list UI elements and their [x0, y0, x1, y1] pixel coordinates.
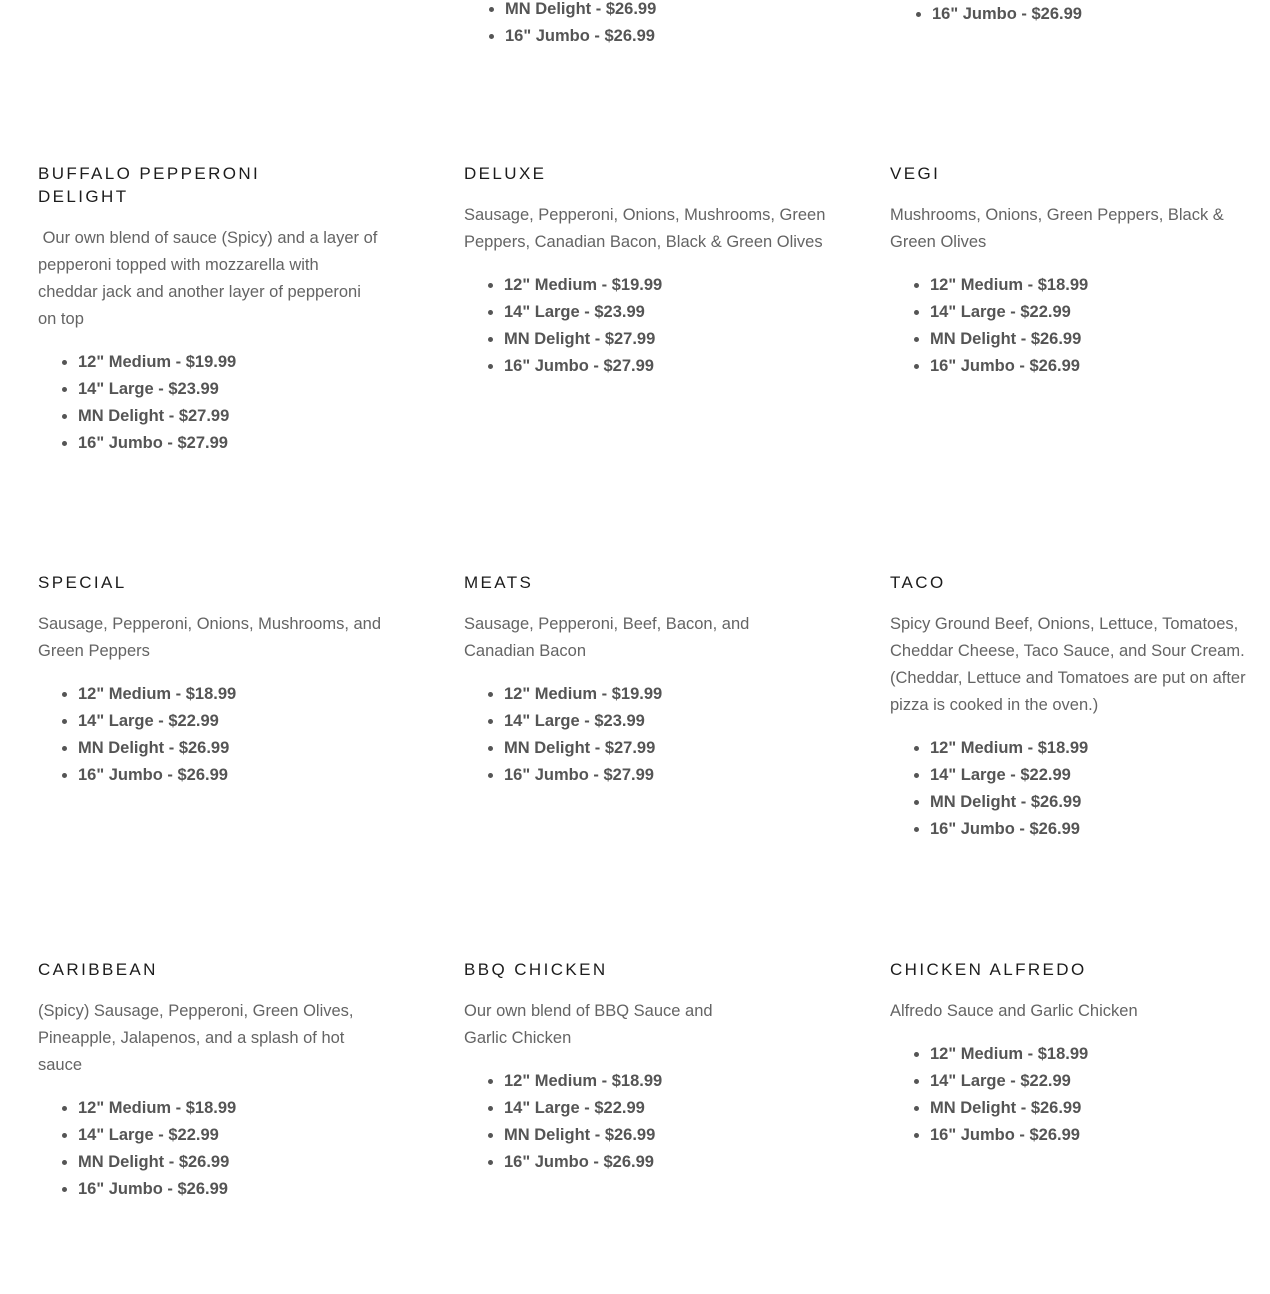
price-item: • 16" Jumbo - $26.99: [505, 23, 656, 50]
menu-row: [38, 958, 1248, 1258]
price-item: • MN Delight - $27.99: [78, 403, 434, 430]
item-description: Sausage, Pepperoni, Beef, Bacon, and Canadian Bacon: [464, 615, 750, 660]
item-title: BUFFALO PEPPERONI DELIGHT: [38, 164, 261, 206]
item-title: SPECIAL: [38, 573, 127, 592]
price-item: • MN Delight - $26.99: [930, 326, 1248, 353]
item-title: CHICKEN ALFREDO: [890, 960, 1087, 979]
price-item: • 14" Large - $22.99: [78, 1122, 434, 1149]
price-item: • MN Delight - $26.99: [78, 1149, 434, 1176]
price-item: • 12" Medium - $19.99: [504, 272, 860, 299]
item-description: Sausage, Pepperoni, Onions, Mushrooms, and Green Peppers: [38, 615, 382, 660]
menu-grid: [38, 162, 1248, 1258]
menu-item-special: [38, 571, 464, 958]
price-item: • 12" Medium - $18.99: [930, 735, 1248, 762]
price-item: • 12" Medium - $18.99: [504, 1068, 860, 1095]
price-item: • 16" Jumbo - $26.99: [932, 1, 1082, 28]
item-title: BBQ CHICKEN: [464, 960, 608, 979]
price-item: • MN Delight - $26.99: [505, 0, 656, 23]
price-item: • MN Delight - $26.99: [504, 1122, 860, 1149]
price-item: • 12" Medium - $18.99: [930, 272, 1248, 299]
price-item: • MN Delight - $26.99: [930, 789, 1248, 816]
menu-item-bbq-chicken: [464, 958, 890, 1258]
item-description: Sausage, Pepperoni, Onions, Mushrooms, Green Peppers, Canadian Bacon, Black & Green Olives: [464, 206, 826, 251]
item-description: Spicy Ground Beef, Onions, Lettuce, Tomatoes, Cheddar Cheese, Taco Sauce, and Sour Cream. (Cheddar, Lettuce and Tomatoes are put on after pizza is cooked in the oven.): [890, 615, 1246, 714]
price-list: [890, 735, 1248, 843]
previous-row-partial: [0, 0, 1270, 60]
price-item: • 14" Large - $23.99: [504, 708, 860, 735]
price-list: [38, 681, 434, 789]
item-description: Our own blend of BBQ Sauce and Garlic Chicken: [464, 1002, 713, 1047]
item-title: TACO: [890, 573, 946, 592]
price-list: [38, 1095, 434, 1203]
item-title: VEGI: [890, 164, 941, 183]
price-item: • 14" Large - $22.99: [930, 1068, 1248, 1095]
price-item: • 16" Jumbo - $26.99: [78, 762, 434, 789]
price-item: • 16" Jumbo - $27.99: [78, 430, 434, 457]
price-list: [464, 681, 860, 789]
price-item: • 12" Medium - $19.99: [504, 681, 860, 708]
price-item: • 16" Jumbo - $26.99: [504, 1149, 860, 1176]
price-item: • 16" Jumbo - $26.99: [78, 1176, 434, 1203]
price-item: • MN Delight - $26.99: [78, 735, 434, 762]
price-item: • 14" Large - $22.99: [930, 762, 1248, 789]
price-list: [890, 1041, 1248, 1149]
price-item: • 14" Large - $23.99: [504, 299, 860, 326]
price-item: • 12" Medium - $18.99: [78, 681, 434, 708]
price-item: • 12" Medium - $18.99: [930, 1041, 1248, 1068]
item-description: Mushrooms, Onions, Green Peppers, Black & Green Olives: [890, 206, 1224, 251]
price-item: • 12" Medium - $19.99: [78, 349, 434, 376]
price-item: • 14" Large - $22.99: [78, 708, 434, 735]
menu-item-caribbean: [38, 958, 464, 1258]
price-item: • MN Delight - $27.99: [504, 326, 860, 353]
price-item: • 14" Large - $23.99: [78, 376, 434, 403]
price-item: • 14" Large - $22.99: [930, 299, 1248, 326]
partial-price-list-right: [892, 1, 1082, 28]
price-item: • 12" Medium - $18.99: [78, 1095, 434, 1122]
menu-item-deluxe: [464, 162, 890, 571]
menu-item-chicken-alfredo: [890, 958, 1248, 1258]
item-description: Our own blend of sauce (Spicy) and a layer of pepperoni topped with mozzarella with cheddar jack and another layer of pepperoni on top: [38, 229, 382, 328]
price-list: [464, 272, 860, 380]
menu-row: [38, 162, 1248, 571]
menu-item-buffalo-pepperoni-delight: [38, 162, 464, 571]
price-item: • 16" Jumbo - $27.99: [504, 762, 860, 789]
price-list: [38, 349, 434, 457]
price-list: [464, 1068, 860, 1176]
menu-item-vegi: [890, 162, 1248, 571]
item-title: MEATS: [464, 573, 534, 592]
item-title: CARIBBEAN: [38, 960, 158, 979]
price-item: • 16" Jumbo - $26.99: [930, 816, 1248, 843]
price-item: • 16" Jumbo - $26.99: [930, 353, 1248, 380]
price-item: • 16" Jumbo - $26.99: [930, 1122, 1248, 1149]
menu-row: [38, 571, 1248, 958]
partial-price-list-middle: [465, 0, 656, 50]
price-list: [890, 272, 1248, 380]
menu-item-taco: [890, 571, 1248, 958]
item-title: DELUXE: [464, 164, 547, 183]
item-description: Alfredo Sauce and Garlic Chicken: [890, 1002, 1138, 1020]
price-item: • MN Delight - $26.99: [930, 1095, 1248, 1122]
price-item: • MN Delight - $27.99: [504, 735, 860, 762]
price-item: • 16" Jumbo - $27.99: [504, 353, 860, 380]
price-item: • 14" Large - $22.99: [504, 1095, 860, 1122]
item-description: (Spicy) Sausage, Pepperoni, Green Olives, Pineapple, Jalapenos, and a splash of hot sauce: [38, 1002, 354, 1074]
menu-item-meats: [464, 571, 890, 958]
